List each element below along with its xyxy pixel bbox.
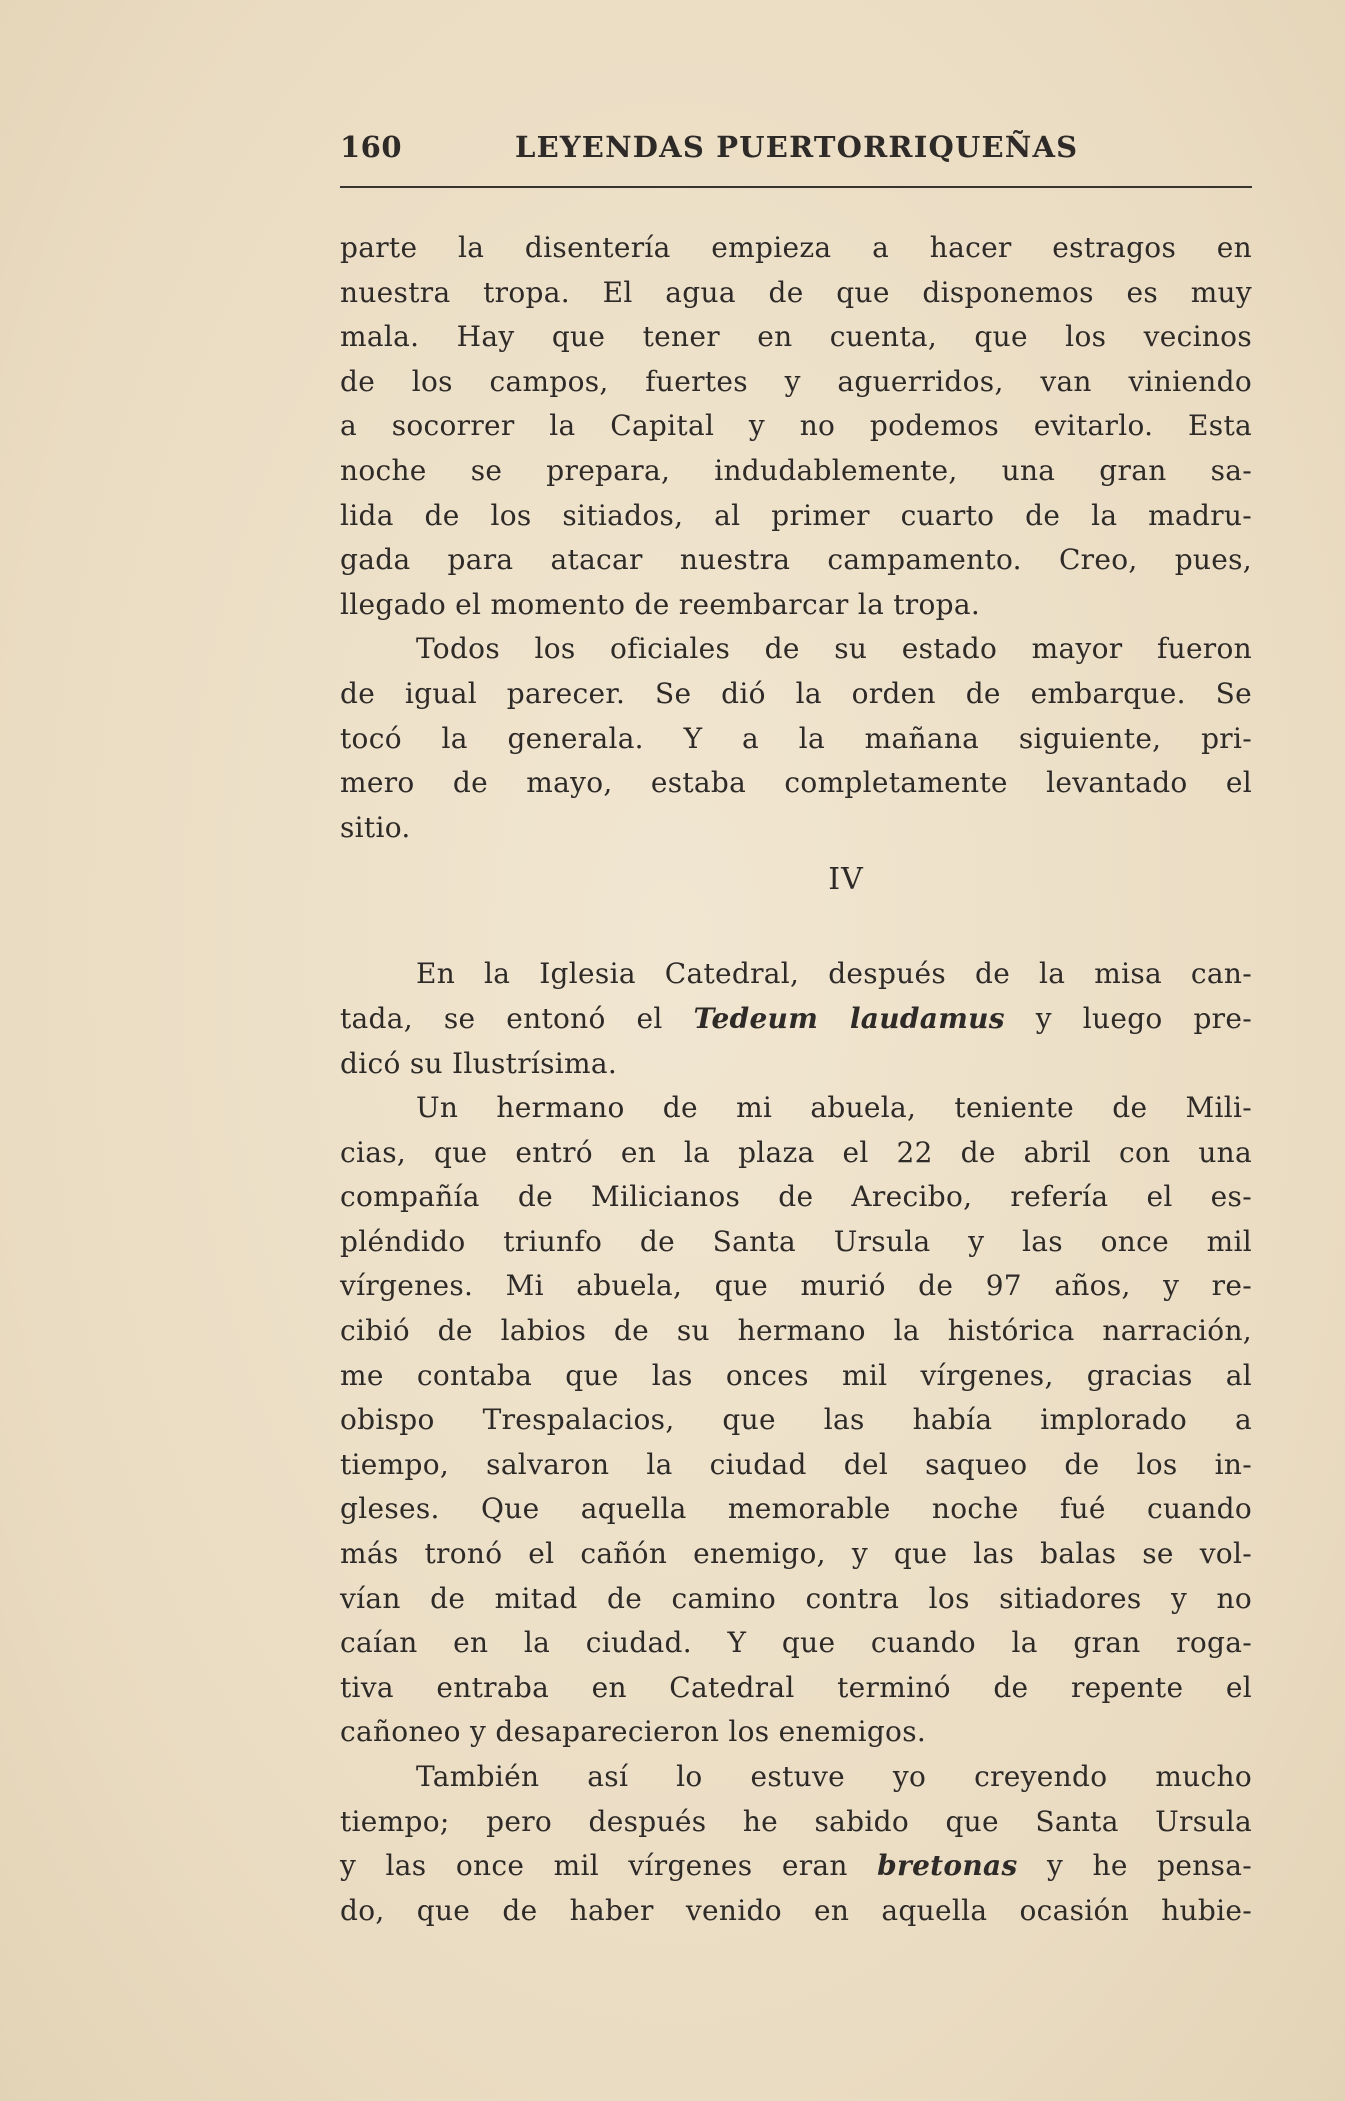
italic-phrase: Tedeum laudamus	[693, 1001, 1005, 1035]
section-heading: IV	[828, 862, 864, 898]
text-line: Todos los oficiales de su estado mayor fueron	[416, 632, 1252, 666]
text-line: gleses. Que aquella memorable noche fué cuando	[340, 1492, 1252, 1526]
paragraph-1	[340, 226, 1252, 627]
body-text	[340, 226, 1252, 1933]
text-line: tocó la generala. Y a la mañana siguiente, pri-	[340, 721, 1252, 755]
text-span: y luego pre-	[1004, 1001, 1252, 1035]
text-line: caían en la ciudad. Y que cuando la gran roga-	[340, 1626, 1252, 1660]
text-line: do, que de haber venido en aquella ocasión hubie-	[340, 1893, 1252, 1927]
text-line: dicó su Ilustrísima.	[340, 1046, 618, 1080]
text-line: tiva entraba en Catedral terminó de repente el	[340, 1670, 1252, 1704]
running-title: LEYENDAS PUERTORRIQUEÑAS	[515, 130, 1079, 164]
text-line: sitio.	[340, 810, 411, 844]
text-line: cañoneo y desaparecieron los enemigos.	[340, 1715, 927, 1749]
text-span: y he pensa-	[1017, 1849, 1252, 1883]
page-header	[340, 130, 1252, 180]
text-span: y las once mil vírgenes eran	[340, 1849, 878, 1883]
text-line: También así lo estuve yo creyendo mucho	[416, 1760, 1252, 1793]
text-line: mero de mayo, estaba completamente levantado el	[340, 766, 1252, 800]
text-line: Un hermano de mi abuela, teniente de Mili-	[416, 1091, 1252, 1125]
text-span: tada, se entonó el	[340, 1001, 694, 1035]
section-spacer	[340, 934, 1252, 952]
page-number: 160	[340, 130, 403, 164]
text-line: noche se prepara, indudablemente, una gran sa-	[340, 453, 1252, 487]
text-line: llegado el momento de reembarcar la tropa.	[340, 587, 981, 621]
text-line: cias, que entró en la plaza el 22 de abril con una	[340, 1135, 1252, 1169]
text-line: En la Iglesia Catedral, después de la misa can-	[416, 957, 1252, 991]
text-line: tiempo, salvaron la ciudad del saqueo de los in-	[340, 1447, 1252, 1481]
text-line: parte la disentería empieza a hacer estragos en	[340, 231, 1252, 264]
text-line: me contaba que las onces mil vírgenes, gracias al	[340, 1358, 1252, 1392]
italic-word: bretonas	[877, 1849, 1018, 1883]
text-line: tiempo; pero después he sabido que Santa Ursula	[340, 1804, 1252, 1838]
header-rule	[340, 186, 1252, 188]
text-line: cibió de labios de su hermano la histórica narración,	[340, 1314, 1252, 1348]
text-line: nuestra tropa. El agua de que disponemos es muy	[340, 275, 1252, 309]
text-line: lida de los sitiados, al primer cuarto de la madru-	[340, 498, 1252, 532]
paragraph-3	[340, 952, 1252, 1086]
text-line: de los campos, fuertes y aguerridos, van viniendo	[340, 364, 1252, 398]
paragraph-5	[340, 1755, 1252, 1933]
text-line-with-italic	[340, 1844, 1252, 1889]
text-line: compañía de Milicianos de Arecibo, refería el es-	[340, 1180, 1252, 1214]
text-line: vían de mitad de camino contra los sitiadores y no	[340, 1581, 1252, 1615]
text-line: gada para atacar nuestra campamento. Creo, pues,	[340, 543, 1252, 577]
text-line-with-italic	[340, 997, 1252, 1042]
text-line: mala. Hay que tener en cuenta, que los vecinos	[340, 320, 1252, 354]
text-line: pléndido triunfo de Santa Ursula y las once mil	[340, 1224, 1252, 1258]
text-line: a socorrer la Capital y no podemos evitarlo. Esta	[340, 409, 1252, 443]
text-line: vírgenes. Mi abuela, que murió de 97 años, y re-	[340, 1269, 1252, 1303]
text-line: más tronó el cañón enemigo, y que las balas se vol-	[340, 1537, 1252, 1571]
text-line: obispo Trespalacios, que las había implorado a	[340, 1403, 1252, 1437]
text-line: de igual parecer. Se dió la orden de embarque. Se	[340, 676, 1252, 710]
paragraph-2	[340, 627, 1252, 850]
paragraph-4	[340, 1086, 1252, 1755]
